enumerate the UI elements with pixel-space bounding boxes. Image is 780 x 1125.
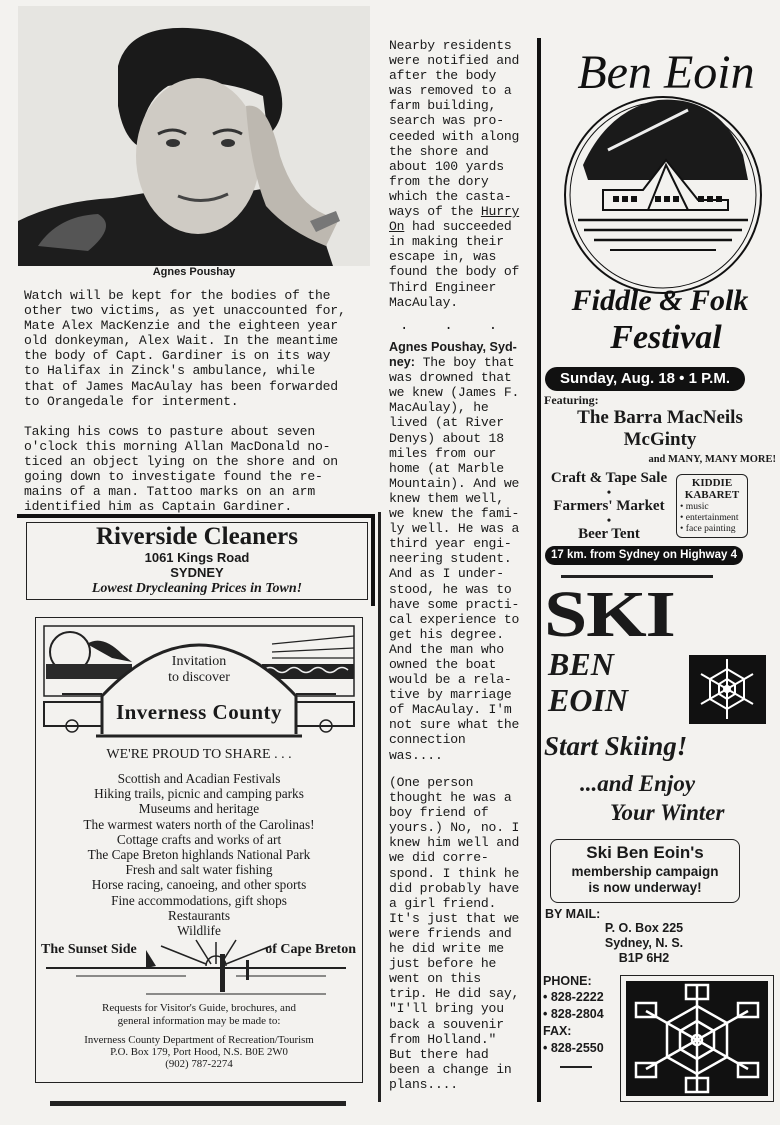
- by-mail-label: BY MAIL:: [545, 907, 601, 921]
- bottom-rule: [50, 1101, 346, 1106]
- dept-phone: (902) 787-2274: [165, 1058, 233, 1070]
- ad-business-name: Riverside Cleaners: [95, 523, 299, 550]
- event-date-banner: Sunday, Aug. 18 • 1 P.M.: [545, 367, 745, 391]
- kiddie-item: • music: [680, 501, 709, 512]
- enjoy-text: Your Winter: [610, 800, 725, 825]
- county-title: Inverness County: [115, 700, 283, 724]
- attraction-item: Beer Tent: [578, 526, 640, 542]
- ad-street: 1061 Kings Road: [144, 550, 250, 565]
- article-paragraph: [389, 38, 539, 310]
- ski-headline: SKI: [544, 578, 675, 651]
- photo-caption: Agnes Poushay: [152, 266, 236, 278]
- list-item: Fresh and salt water fishing: [125, 862, 273, 878]
- mail-address: [584, 921, 704, 966]
- paragraph-text: had succeeded in making their escape in, was found the body of Third Engineer MacAulay.: [389, 219, 520, 310]
- request-line: Requests for Visitor's Guide, brochures, and: [102, 1002, 296, 1014]
- list-item: Horse racing, canoeing, and other sports: [91, 877, 307, 893]
- ski-brand-line: EOIN: [548, 682, 629, 718]
- address-line: P. O. Box 225: [604, 921, 684, 935]
- logo-title: Ben Eoin: [577, 46, 755, 99]
- ben-eoin-logo-icon: [548, 30, 778, 360]
- enjoy-text: ...and Enjoy: [580, 771, 696, 796]
- list-item: Hiking trails, picnic and camping parks: [94, 786, 304, 802]
- interview-paragraph: (One person thought he was a boy friend of yours.) No, no. I knew him well and we did corre- spond. I think he did probably have a girl friend. It's just that we were friends and he did write me just before he went on this trip. He did say, "I'll bring you back a souvenir from Holland." But there had been a change in plans....: [389, 775, 520, 1092]
- list-item: Wildlife: [177, 923, 221, 939]
- many-more-text: and MANY, MANY MORE!: [648, 454, 776, 465]
- ski-brand: [548, 646, 628, 718]
- invite-line: Invitation: [171, 654, 227, 669]
- attractions-list: [36, 771, 362, 938]
- list-item: Cottage crafts and works of art: [116, 831, 282, 847]
- ad-city: SYDNEY: [170, 565, 224, 580]
- snowflake-icon: [626, 981, 768, 1096]
- list-item: The warmest waters north of the Carolinas!: [83, 816, 315, 832]
- phone-label: PHONE:: [543, 974, 592, 988]
- snowflake-logo-frame: [620, 975, 774, 1102]
- featured-act: The Barra MacNeils: [577, 407, 743, 428]
- featured-acts: [544, 407, 776, 451]
- kiddie-title: KIDDIE: [691, 477, 733, 489]
- attractions-list: [544, 470, 674, 543]
- dept-name: Inverness County Department of Recreation/Tourism: [84, 1034, 314, 1046]
- column-divider: [537, 38, 541, 1102]
- request-line: general information may be made to:: [117, 1015, 281, 1027]
- kiddie-item: • face painting: [680, 523, 736, 534]
- address-line: Sydney, N. S.: [604, 936, 684, 950]
- membership-line: is now underway!: [588, 880, 702, 895]
- attraction-item: Craft & Tape Sale: [550, 470, 668, 486]
- inverness-county-ad: [35, 617, 363, 1083]
- ski-brand-line: BEN: [548, 646, 614, 682]
- paragraph-text: Nearby residents were notified and after the body was removed to a farm building, search was pro- ceeded with along the shore and about 100 yards from the dory which the casta- ways of the: [389, 38, 520, 220]
- list-item: Fine accommodations, gift shops: [111, 892, 287, 908]
- membership-line: membership campaign: [571, 864, 719, 879]
- list-item: Scottish and Acadian Festivals: [117, 771, 281, 786]
- logo-subtitle: Festival: [610, 319, 722, 356]
- section-separator: ...: [400, 318, 534, 334]
- ship-name: On: [389, 219, 405, 235]
- sunset-illustration: [36, 936, 362, 996]
- article-paragraph: Watch will be kept for the bodies of the other two victims, as yet unaccounted for, Mate Alex MacKenzie and the eighteen year old donkeyman, Alex Wait. In the meantime the body of Capt. Gardiner is on its way to Halifax in Zinck's ambulance, while that of James MacAulay has been forwarded to Orangedale for interment.: [24, 288, 346, 409]
- bullet-separator: •: [606, 513, 612, 527]
- featuring-label: Featuring:: [544, 393, 599, 407]
- sunset-left-text: The Sunset Side: [41, 942, 137, 957]
- sunset-right-text: of Cape Breton: [265, 942, 356, 957]
- interview-paragraph: [389, 340, 539, 763]
- proud-heading: WE'RE PROUD TO SHARE . . .: [106, 747, 292, 762]
- paragraph-text: The boy that was drowned that we knew (James F. MacAulay), he lived (at River Denys) about 18 miles from our home (at Marble Mountain). And we knew them well, we knew the fami- ly well. He was a third year engi- neering student. And as I under- stood, he was to have some practi- cal experience to get his degree. And the man who owned the boat would be a rela- tive by marriage of MacAulay. I'm not sure what the connection was....: [389, 355, 520, 763]
- ad-slogan: Lowest Drycleaning Prices in Town!: [91, 581, 303, 596]
- bullet-separator: •: [606, 485, 612, 499]
- start-skiing-text: Start Skiing!: [544, 731, 688, 761]
- phone-number: • 828-2804: [543, 1007, 604, 1021]
- logo-subtitle: Fiddle & Folk: [571, 284, 749, 317]
- speaker-name: Agnes Poushay, Syd- ney:: [389, 340, 517, 370]
- column-divider: [378, 512, 381, 1102]
- snowflake-icon: [689, 655, 766, 724]
- article-paragraph: Taking his cows to pasture about seven o'clock this morning Allan MacDonald no- ticed an object lying on the shore and on going down to investigate found the re- mains of a man. Tattoo marks on an arm identified him as Captain Gardiner.: [24, 424, 338, 515]
- membership-box: [550, 839, 740, 903]
- location-banner: 17 km. from Sydney on Highway 4: [545, 546, 743, 565]
- attraction-item: Farmers' Market: [553, 498, 665, 514]
- kiddie-kabaret-box: [676, 474, 748, 538]
- list-item: The Cape Breton highlands National Park: [87, 847, 311, 863]
- phone-number: • 828-2222: [543, 990, 604, 1004]
- kiddie-title: KABARET: [684, 489, 740, 501]
- dept-address: P.O. Box 179, Port Hood, N.S. B0E 2W0: [110, 1046, 288, 1058]
- featured-act: McGinty: [623, 429, 697, 450]
- list-item: Museums and heritage: [138, 801, 260, 817]
- ship-name: Hurry: [480, 204, 520, 220]
- membership-title: Ski Ben Eoin's: [586, 843, 704, 862]
- invite-line: to discover: [168, 670, 230, 685]
- address-line: B1P 6H2: [618, 951, 670, 965]
- portrait-photo: [18, 6, 370, 266]
- kiddie-item: • entertainment: [680, 512, 739, 523]
- portrait-image: [18, 6, 370, 266]
- riverside-cleaners-ad: [26, 522, 368, 600]
- list-item: Restaurants: [167, 907, 231, 923]
- contact-rule: [560, 1066, 592, 1068]
- fax-label: FAX:: [543, 1024, 572, 1038]
- festival-logo: [548, 30, 778, 360]
- fax-number: • 828-2550: [543, 1041, 604, 1055]
